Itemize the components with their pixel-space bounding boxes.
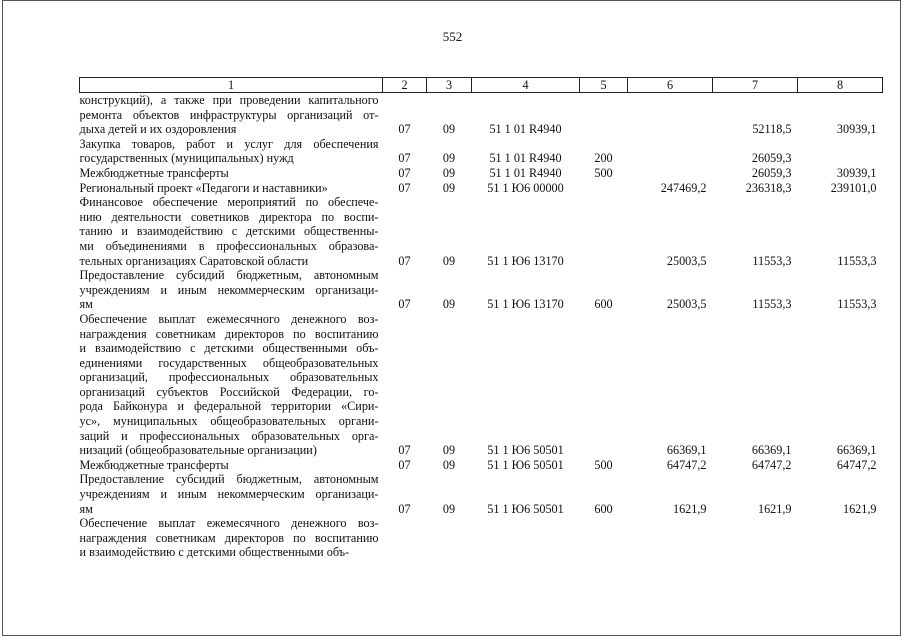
- row-amount-col8: 30939,1: [836, 165, 877, 180]
- row-section: 07: [398, 122, 411, 137]
- row-expense-type: 600: [594, 297, 613, 312]
- row-amount-col6: [628, 166, 713, 181]
- row-name-line: награждения советникам директоров по воспитанию: [79, 326, 379, 341]
- table-row: [80, 268, 883, 312]
- row-section: [383, 516, 427, 560]
- row-name-line: Финансовое обеспечение мероприятий по обеспече-: [79, 195, 379, 210]
- row-name-line: организаций субъектов Российской Федерации, го-: [79, 384, 379, 399]
- row-subsection: 09: [442, 297, 456, 312]
- row-name: [80, 166, 383, 181]
- row-amount-col8: 30939,1: [836, 122, 877, 137]
- row-amount-col7: 52118,5: [752, 122, 792, 137]
- row-name-line: ям: [79, 501, 93, 516]
- row-name-line: ус», муниципальных общеобразовательных органи-: [79, 414, 379, 429]
- row-name-line: танию и взаимодействию с детскими общественны-: [79, 224, 379, 239]
- row-target-article: 51 1 01 R4940: [489, 165, 562, 180]
- row-name: [80, 93, 383, 137]
- table-body: [80, 93, 883, 561]
- row-target-article: 51 1 Ю6 50501: [487, 443, 564, 458]
- row-section: 07: [398, 151, 411, 166]
- row-name-line: Обеспечение выплат ежемесячного денежного воз-: [79, 516, 379, 531]
- row-amount-col8: [798, 516, 883, 560]
- column-header: 8: [798, 78, 883, 93]
- row-expense-type: 500: [594, 165, 613, 180]
- budget-table: [79, 77, 883, 560]
- row-name-line: награждения советникам директоров по воспитанию: [79, 530, 379, 545]
- row-expense-type: 200: [594, 151, 613, 166]
- row-amount-col6: 1621,9: [672, 501, 707, 516]
- column-header: 3: [427, 78, 472, 93]
- row-amount-col7: 1621,9: [757, 501, 792, 516]
- row-name-line: ремонта объектов инфраструктуры организаций от-: [79, 107, 379, 122]
- row-amount-col8: 239101,0: [830, 180, 877, 195]
- row-name: [80, 458, 383, 473]
- row-name-line: Предоставление субсидий бюджетным, автономным: [79, 472, 379, 487]
- row-subsection: 09: [442, 122, 456, 137]
- row-amount-col7: 26059,3: [751, 165, 792, 180]
- row-amount-col8: 64747,2: [836, 457, 877, 472]
- table-row: [80, 195, 883, 268]
- row-amount-col8: 1621,9: [842, 501, 877, 516]
- row-name-line: заций и профессиональных образовательных орга-: [79, 428, 379, 443]
- row-name-line: тельных организациях Саратовской области: [79, 253, 309, 268]
- row-name-line: государственных (муниципальных) нужд: [79, 151, 294, 166]
- row-name-line: нию деятельности советников директора по воспи-: [79, 209, 379, 224]
- row-expense-type: [580, 516, 628, 560]
- page-number: 552: [442, 29, 463, 44]
- row-amount-col6: 66369,1: [666, 443, 707, 458]
- row-subsection: 09: [442, 253, 456, 268]
- row-subsection: 09: [442, 180, 456, 195]
- row-target-article: 51 1 Ю6 00000: [487, 180, 564, 195]
- row-name-line: Межбюджетные трансферты: [79, 165, 229, 180]
- row-amount-col6: 64747,2: [666, 457, 707, 472]
- row-expense-type: [580, 195, 628, 268]
- row-name-line: Предоставление субсидий бюджетным, автономным: [79, 268, 379, 283]
- row-amount-col8: 66369,1: [836, 443, 877, 458]
- row-name: [80, 195, 383, 268]
- row-subsection: 09: [442, 457, 456, 472]
- row-amount-col8: 11553,3: [837, 253, 877, 268]
- row-target-article: 51 1 Ю6 13170: [487, 297, 564, 312]
- column-number-row: [80, 78, 883, 93]
- row-expense-type: [580, 312, 628, 458]
- row-amount-col6: [628, 137, 713, 166]
- row-name-line: Региональный проект «Педагоги и наставники»: [79, 180, 328, 195]
- row-amount-col8: 11553,3: [837, 297, 877, 312]
- row-expense-type: 600: [594, 501, 613, 516]
- row-expense-type: [580, 93, 628, 137]
- row-section: 07: [398, 253, 411, 268]
- row-amount-col6: [628, 93, 713, 137]
- row-name-line: и взаимодействию с детскими общественными объ-: [79, 341, 379, 356]
- row-name: [80, 137, 383, 166]
- row-name: [80, 268, 383, 312]
- row-amount-col7: 66369,1: [751, 443, 792, 458]
- row-name-line: Закупка товаров, работ и услуг для обеспечения: [79, 136, 379, 151]
- row-section: 07: [398, 501, 411, 516]
- row-section: 07: [398, 297, 411, 312]
- row-name-line: и взаимодействию с детскими общественными объ-: [79, 545, 350, 560]
- row-name-line: Обеспечение выплат ежемесячного денежного воз-: [79, 311, 379, 326]
- row-amount-col7: [713, 516, 798, 560]
- row-name-line: ям: [79, 297, 93, 312]
- row-target-article: 51 1 Ю6 50501: [487, 457, 564, 472]
- row-amount-col6: 25003,5: [666, 297, 707, 312]
- row-section: 07: [398, 443, 411, 458]
- column-header: 2: [383, 78, 427, 93]
- row-amount-col7: 236318,3: [745, 180, 792, 195]
- column-header: 6: [628, 78, 713, 93]
- column-header: 1: [80, 78, 383, 93]
- row-name-line: низаций (общеобразовательные организации): [79, 443, 317, 458]
- row-amount-col7: 11553,3: [752, 297, 792, 312]
- row-subsection: 09: [442, 151, 456, 166]
- table-row: [80, 93, 883, 137]
- row-section: 07: [398, 457, 411, 472]
- row-name-line: единениями государственных общеобразовательных: [79, 355, 379, 370]
- row-name: [80, 516, 383, 560]
- row-name-line: учреждениям и иным некоммерческим организаци-: [79, 282, 379, 297]
- row-name-line: конструкций), а также при проведении капитального: [79, 93, 379, 107]
- row-amount-col8: [798, 137, 883, 166]
- row-amount-col7: 64747,2: [751, 457, 792, 472]
- row-target-article: [472, 516, 580, 560]
- row-name-line: рода Байконура и федеральной территории «Сири-: [79, 399, 379, 414]
- row-name: [80, 181, 383, 196]
- row-subsection: [427, 516, 472, 560]
- row-amount-col6: 247469,2: [660, 180, 707, 195]
- table-row: [80, 137, 883, 166]
- table-row: [80, 516, 883, 560]
- row-amount-col6: [628, 516, 713, 560]
- row-amount-col7: 11553,3: [752, 253, 792, 268]
- row-amount-col6: 25003,5: [666, 253, 707, 268]
- row-name: [80, 472, 383, 516]
- table-row: [80, 472, 883, 516]
- column-header: 7: [713, 78, 798, 93]
- table-row: [80, 181, 883, 196]
- row-name-line: дыха детей и их оздоровления: [79, 122, 237, 137]
- row-name-line: организаций, профессиональных образовательных: [79, 370, 379, 385]
- row-subsection: 09: [442, 501, 456, 516]
- table-row: [80, 166, 883, 181]
- table-row: [80, 312, 883, 458]
- row-expense-type: 500: [594, 457, 613, 472]
- column-header: 4: [472, 78, 580, 93]
- column-header: 5: [580, 78, 628, 93]
- row-section: 07: [398, 165, 411, 180]
- row-expense-type: [580, 181, 628, 196]
- row-name-line: Межбюджетные трансферты: [79, 457, 229, 472]
- row-amount-col7: 26059,3: [751, 151, 792, 166]
- row-subsection: 09: [442, 443, 456, 458]
- row-target-article: 51 1 Ю6 13170: [487, 253, 564, 268]
- row-name-line: ми объединениями в профессиональных образова-: [79, 238, 379, 253]
- row-subsection: 09: [442, 165, 456, 180]
- row-name-line: учреждениям и иным некоммерческим организаци-: [79, 487, 379, 502]
- row-name: [80, 312, 383, 458]
- row-section: 07: [398, 180, 411, 195]
- row-target-article: 51 1 01 R4940: [489, 122, 562, 137]
- row-target-article: 51 1 01 R4940: [489, 151, 562, 166]
- table-row: [80, 458, 883, 473]
- row-target-article: 51 1 Ю6 50501: [487, 501, 564, 516]
